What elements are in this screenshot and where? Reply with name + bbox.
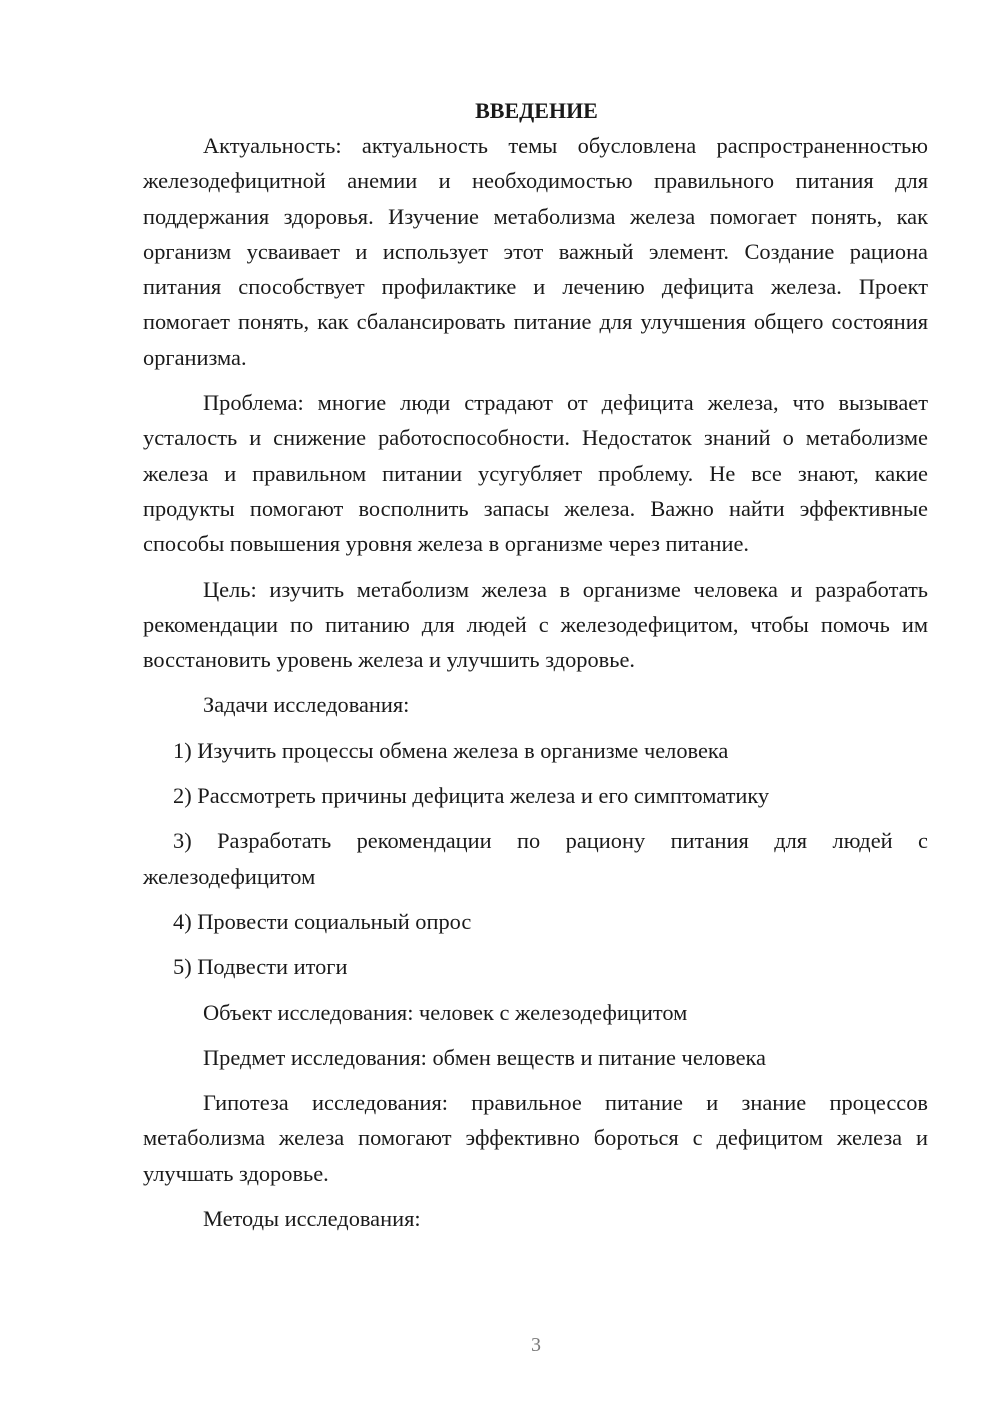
- task-item: 5) Подвести итоги: [173, 954, 348, 980]
- task-item: 2) Рассмотреть причины дефицита железа и его симптоматику: [173, 783, 770, 809]
- section-heading: ВВЕДЕНИЕ: [475, 98, 598, 123]
- subject-line: Предмет исследования: обмен веществ и питание человека: [203, 1044, 766, 1070]
- task-item: 3) Разработать рекомендации по рациону питания для людей с железодефицитом: [143, 828, 928, 889]
- problem-paragraph: Проблема: многие люди страдают от дефицита железа, что вызывает усталость и снижение работоспособности. Недостаток знаний о метаболизме железа и правильном питании усугубляет проблему. Не все знают, какие продукты помогают восполнить запасы железа. Важно найти эффективные способы повышения уровня железа в организме через питание.: [143, 390, 928, 557]
- task-item: 1) Изучить процессы обмена железа в организме человека: [173, 737, 729, 763]
- hypothesis-paragraph: Гипотеза исследования: правильное питание и знание процессов метаболизма железа помогают эффективно бороться с дефицитом железа и улучшать здоровье.: [143, 1090, 928, 1186]
- goal-paragraph: Цель: изучить метаболизм железа в организме человека и разработать рекомендации по питанию для людей с железодефицитом, чтобы помочь им восстановить уровень железа и улучшить здоровье.: [143, 576, 928, 673]
- relevance-paragraph: Актуальность: актуальность темы обусловлена распространенностью железодефицитной анемии и необходимостью правильного питания для поддержания здоровья. Изучение метаболизма железа помогает понять, как организм усваивает и использует этот важный элемент. Создание рациона питания способствует профилактике и лечению дефицита железа. Проект помогает понять, как сбалансировать питание для улучшения общего состояния организма.: [143, 133, 928, 370]
- methods-title: Методы исследования:: [203, 1206, 421, 1232]
- document-body: [143, 93, 928, 1246]
- page-number: 3: [531, 1334, 541, 1356]
- tasks-title: Задачи исследования:: [203, 692, 410, 718]
- object-line: Объект исследования: человек с железодефицитом: [203, 999, 688, 1025]
- task-item: 4) Провести социальный опрос: [173, 908, 472, 934]
